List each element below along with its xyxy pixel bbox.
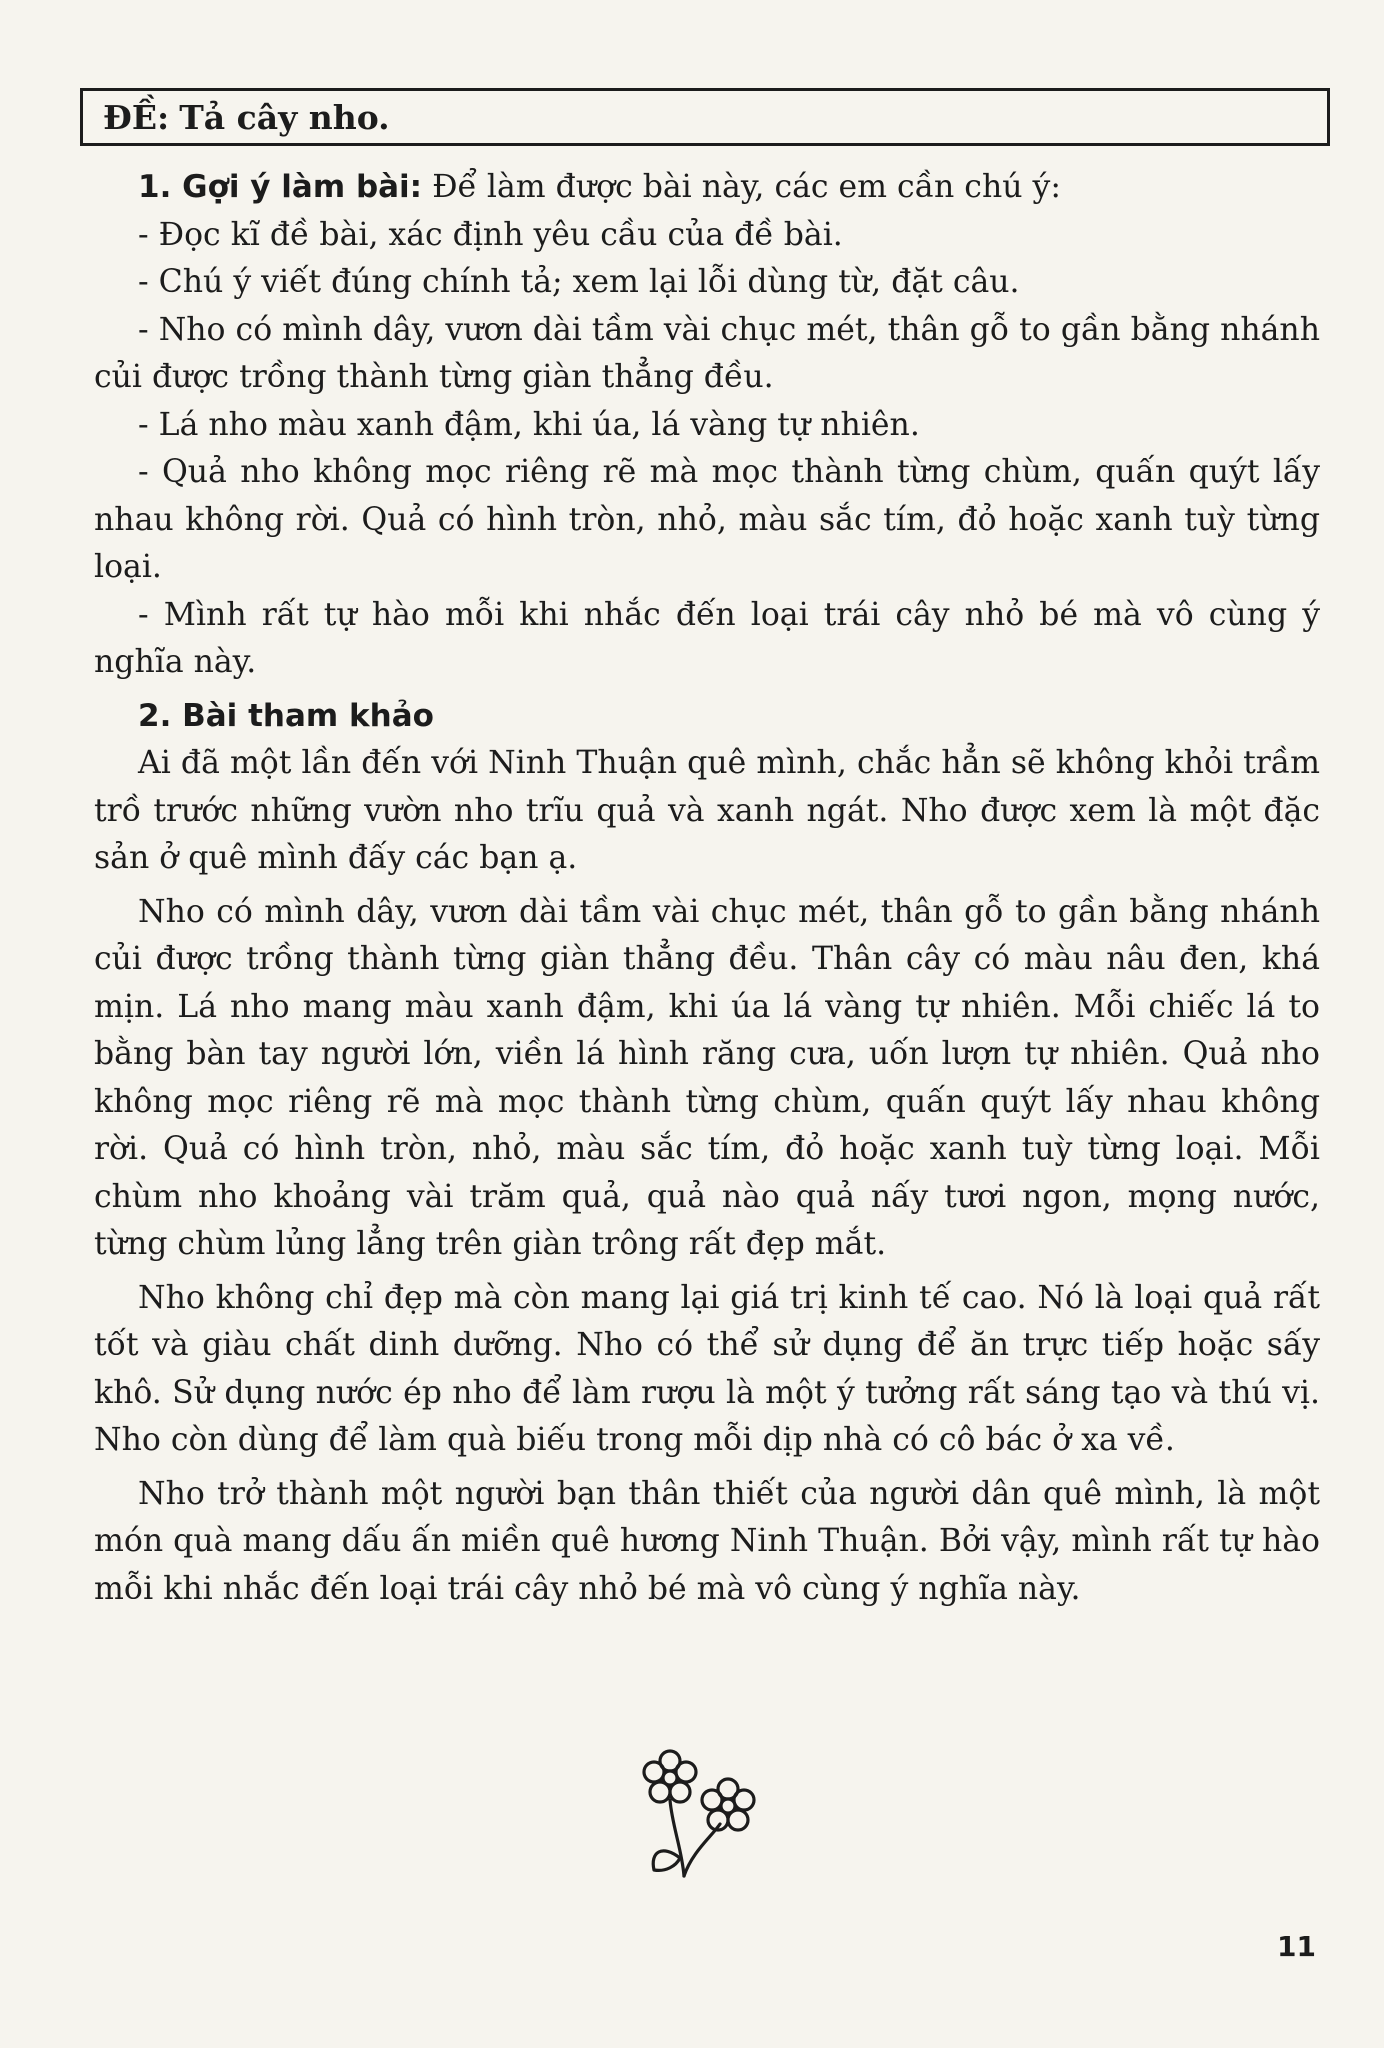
- essay-paragraph: Nho có mình dây, vươn dài tầm vài chục mét, thân gỗ to gần bằng nhánh củi được trồng thành từng giàn thẳng đều. Thân cây có màu nâu đen, khá mịn. Lá nho mang màu xanh đậm, khi úa lá vàng tự nhiên. Mỗi chiếc lá to bằng bàn tay người lớn, viền lá hình răng cưa, uốn lượn tự nhiên. Quả nho không mọc riêng rẽ mà mọc thành từng chùm, quấn quýt lấy nhau không rời. Quả có hình tròn, nhỏ, màu sắc tím, đỏ hoặc xanh tuỳ từng loại. Mỗi chùm nho khoảng vài trăm quả, quả nào quả nấy tươi ngon, mọng nước, từng chùm lủng lẳng trên giàn trông rất đẹp mắt.: [94, 893, 1320, 1262]
- suggestion-item: - Nho có mình dây, vươn dài tầm vài chục mét, thân gỗ to gần bằng nhánh củi được trồng thành từng giàn thẳng đều.: [94, 311, 1320, 395]
- suggestion-item: - Chú ý viết đúng chính tả; xem lại lỗi dùng từ, đặt câu.: [138, 264, 1020, 300]
- suggestion-item: - Đọc kĩ đề bài, xác định yêu cầu của đề bài.: [138, 216, 843, 253]
- flower-icon: [632, 1740, 772, 1880]
- suggestion-item: - Mình rất tự hào mỗi khi nhắc đến loại trái cây nhỏ bé mà vô cùng ý nghĩa này.: [94, 596, 1320, 680]
- essay-paragraph: Ai đã một lần đến với Ninh Thuận quê mình, chắc hẳn sẽ không khỏi trầm trồ trước những vườn nho trĩu quả và xanh ngát. Nho được xem là một đặc sản ở quê mình đấy các bạn ạ.: [94, 745, 1320, 876]
- assignment-label: ĐỀ:: [103, 97, 170, 137]
- section-2-heading: 2. Bài tham khảo: [138, 697, 434, 734]
- suggestion-item: - Quả nho không mọc riêng rẽ mà mọc thành từng chùm, quấn quýt lấy nhau không rời. Quả có hình tròn, nhỏ, màu sắc tím, đỏ hoặc xanh tuỳ từng loại.: [94, 454, 1320, 585]
- essay-paragraph: Nho trở thành một người bạn thân thiết của người dân quê mình, là một món quà mang dấu ấn miền quê hương Ninh Thuận. Bởi vậy, mình rất tự hào mỗi khi nhắc đến loại trái cây nhỏ bé mà vô cùng ý nghĩa này.: [94, 1475, 1320, 1607]
- section-1-heading: 1. Gợi ý làm bài:: [138, 169, 423, 205]
- essay-paragraph: Nho không chỉ đẹp mà còn mang lại giá trị kinh tế cao. Nó là loại quả rất tốt và giàu chất dinh dưỡng. Nho có thể sử dụng để ăn trực tiếp hoặc sấy khô. Sử dụng nước ép nho để làm rượu là một ý tưởng rất sáng tạo và thú vị. Nho còn dùng để làm quà biếu trong mỗi dịp nhà có cô bác ở xa về.: [94, 1279, 1320, 1458]
- page-number: 11: [1277, 1930, 1316, 1963]
- assignment-title: Tả cây nho.: [179, 97, 390, 137]
- section-2-heading-line: [94, 693, 1320, 741]
- suggestion-item: - Lá nho màu xanh đậm, khi úa, lá vàng tự nhiên.: [138, 406, 920, 443]
- section-1-intro: Để làm được bài này, các em cần chú ý:: [432, 169, 1061, 205]
- assignment-title-box: [80, 88, 1330, 146]
- section-1-heading-line: [94, 164, 1320, 212]
- document-body: [94, 164, 1320, 1613]
